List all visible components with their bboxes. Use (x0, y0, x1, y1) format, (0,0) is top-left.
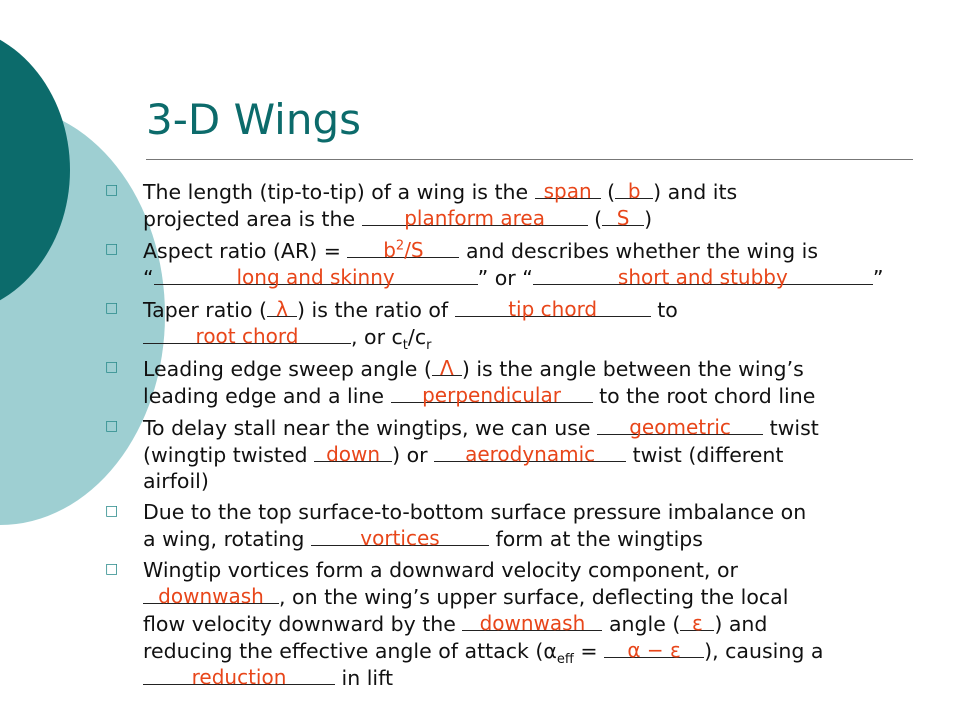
blank (362, 205, 588, 230)
answer-down: down (326, 442, 381, 466)
text: twist (different (626, 443, 784, 467)
blank (311, 525, 489, 550)
answer-aerodynamic: aerodynamic (465, 442, 596, 466)
blank (143, 323, 351, 348)
blank (432, 355, 462, 380)
text: flow velocity downward by the (143, 612, 463, 636)
text: r (426, 338, 432, 354)
bullet-sweep-angle (105, 355, 935, 409)
blank (347, 237, 459, 262)
text: Leading edge sweep angle ( (143, 357, 432, 381)
blank (434, 441, 626, 466)
answer-lambda: λ (276, 297, 288, 321)
square-bullet-icon (105, 243, 116, 254)
text: ) is the ratio of (297, 298, 455, 322)
blank (602, 205, 644, 230)
square-bullet-icon (105, 302, 116, 313)
text: ) is the angle between the wing’s (461, 357, 804, 381)
text: form at the wingtips (488, 527, 703, 551)
square-bullet-icon (105, 505, 116, 516)
text: eff (556, 652, 574, 668)
blank (154, 264, 478, 289)
answer-downwash-angle: downwash (479, 611, 586, 635)
text: Wingtip vortices form a downward velocity component, or (143, 558, 738, 582)
answer-geometric: geometric (629, 415, 731, 439)
blank (680, 610, 714, 635)
title-divider (146, 159, 913, 160)
text: projected area is the (143, 207, 362, 231)
square-bullet-icon (105, 420, 116, 431)
answer-downwash: downwash (158, 584, 264, 608)
answer-vortices: vortices (360, 526, 440, 550)
blank (143, 583, 279, 608)
answer-tip-chord: tip chord (508, 297, 598, 321)
square-bullet-icon (105, 563, 116, 574)
text: /c (407, 325, 427, 349)
blank (143, 664, 335, 689)
blank (533, 264, 873, 289)
text: reducing the effective angle of attack ( (143, 639, 544, 663)
square-bullet-icon (105, 184, 116, 195)
blank (535, 178, 601, 203)
blank (462, 610, 602, 635)
text: leading edge and a line (143, 384, 391, 408)
text: t (402, 338, 408, 354)
bullet-taper-ratio (105, 296, 935, 354)
blank (314, 441, 392, 466)
text: Taper ratio ( (143, 298, 268, 322)
answer-planform-area: planform area (404, 206, 545, 230)
text: twist (763, 416, 819, 440)
text: ( (600, 180, 616, 204)
bullet-aspect-ratio (105, 237, 935, 291)
bullet-downwash (105, 557, 935, 691)
answer-reduction: reduction (191, 665, 287, 689)
text: ) and its (653, 180, 738, 204)
bullet-vortices (105, 499, 935, 552)
text: ) and (714, 612, 768, 636)
answer-short-and-stubby: short and stubby (617, 265, 788, 289)
bullet-list (105, 178, 935, 696)
answer-root-chord: root chord (195, 324, 299, 348)
text: to the root chord line (592, 384, 816, 408)
answer-s: S (616, 206, 630, 230)
text: α (543, 639, 557, 663)
text: in lift (335, 666, 394, 690)
blank (267, 296, 297, 321)
answer-perpendicular: perpendicular (422, 383, 561, 407)
text: = (573, 639, 605, 663)
slide-title: 3-D Wings (146, 95, 362, 144)
text: angle ( (602, 612, 681, 636)
text: “ (143, 266, 154, 290)
bullet-span (105, 178, 935, 232)
blank (615, 178, 653, 203)
text: ( (587, 207, 603, 231)
text: (wingtip twisted (143, 443, 315, 467)
blank (597, 414, 763, 439)
answer-capital-lambda: Λ (439, 356, 454, 380)
text: ) or (392, 443, 435, 467)
text: The length (tip-to-tip) of a wing is the (143, 180, 535, 204)
answer-effective-angle: α − ε (627, 638, 681, 662)
blank (604, 637, 704, 662)
text: Aspect ratio (AR) = (143, 239, 348, 263)
text: ), causing a (704, 639, 824, 663)
blank (455, 296, 651, 321)
text: ” (872, 266, 884, 290)
text: Due to the top surface-to-bottom surface pressure imbalance on (143, 500, 807, 524)
bullet-wingtip-twist (105, 414, 935, 494)
answer-b: b (627, 179, 641, 203)
text: a wing, rotating (143, 527, 311, 551)
square-bullet-icon (105, 361, 116, 372)
text: , on the wing’s upper surface, deflecting the local (279, 585, 789, 609)
answer-long-and-skinny: long and skinny (236, 265, 395, 289)
answer-aspect-ratio: $b^2/S$ (383, 238, 424, 262)
blank (391, 382, 593, 407)
answer-span: span (543, 179, 592, 203)
text: ” or “ (477, 266, 533, 290)
text: airfoil) (143, 469, 209, 493)
text: to (650, 298, 678, 322)
answer-epsilon: ε (691, 611, 703, 635)
text: To delay stall near the wingtips, we can use (143, 416, 598, 440)
text: ) (644, 207, 653, 231)
text: , or c (351, 325, 403, 349)
text: and describes whether the wing is (459, 239, 819, 263)
